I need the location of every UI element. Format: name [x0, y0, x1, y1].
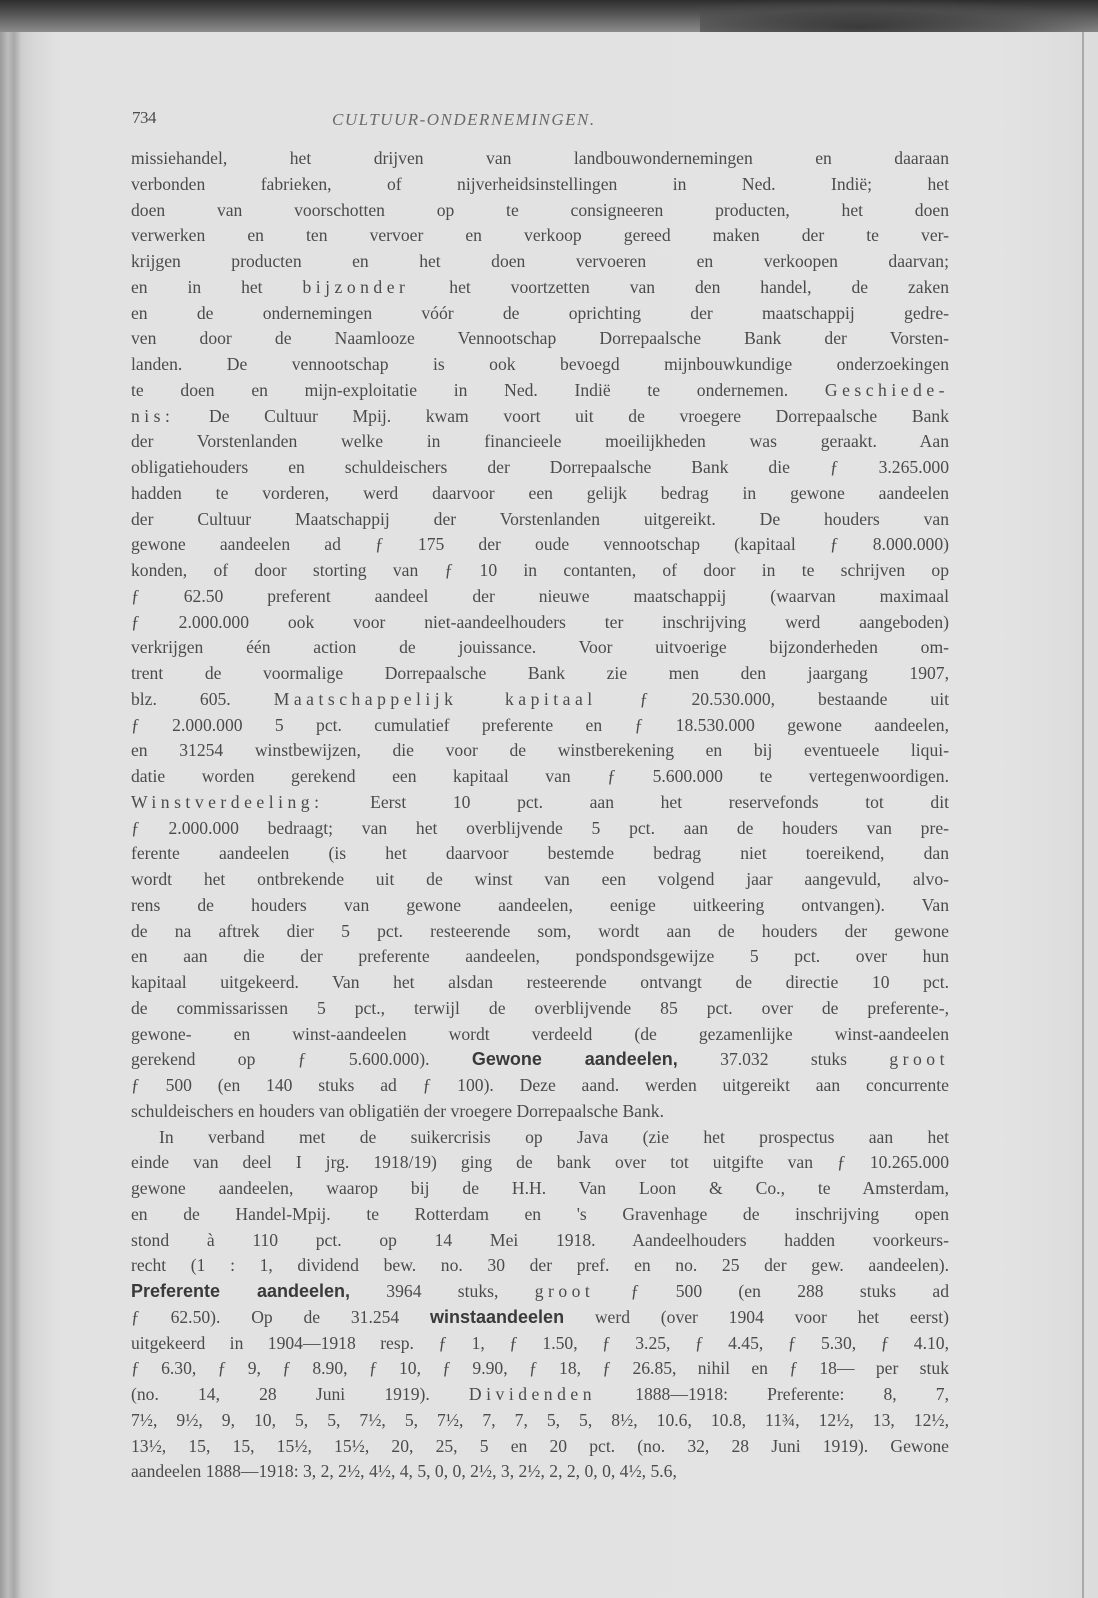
- text-run: ƒ 500 (en 140 stuks ad ƒ 100). Deze aand. werden uitgereikt aan concurrente: [131, 1075, 949, 1095]
- spaced-heading: Dividenden: [468, 1384, 597, 1404]
- text-run: en de Handel-Mpij. te Rotterdam en 's Gravenhage de inschrijving open: [131, 1203, 949, 1224]
- page-header: [132, 108, 962, 132]
- text-run: datie worden gerekend een kapitaal van ƒ 5.600.000 te vertegenwoordigen.: [131, 766, 949, 786]
- text-line: [131, 996, 949, 1022]
- text-line: [131, 1382, 949, 1408]
- text-line: [131, 816, 949, 842]
- text-line: [131, 172, 949, 198]
- text-line: [131, 1099, 949, 1125]
- text-run: der Vorstenlanden welke in financieele moeilijkheden was geraakt. Aan: [131, 431, 949, 452]
- text-run: 13½, 15, 15, 15½, 15½, 20, 25, 5 en 20 pct. (no. 32, 28 Juni 1919). Gewone: [131, 1435, 949, 1456]
- text-line: [131, 404, 949, 430]
- text-line: [131, 764, 949, 790]
- text-run: ƒ 6.30, ƒ 9, ƒ 8.90, ƒ 10, ƒ 9.90, ƒ 18, ƒ 26.85, nihil en ƒ 18— per stuk: [131, 1358, 949, 1379]
- running-title: CULTUUR-ONDERNEMINGEN.: [332, 110, 596, 129]
- text-line: [131, 1047, 949, 1073]
- bold-heading: Gewone aandeelen,: [471, 1049, 678, 1070]
- text-run: uitgekeerd in 1904—1918 resp. ƒ 1, ƒ 1.50, ƒ 3.25, ƒ 4.45, ƒ 5.30, ƒ 4.10,: [131, 1332, 949, 1353]
- text-line: [131, 610, 949, 636]
- text-run: en in het: [131, 276, 303, 297]
- text-line: [131, 146, 949, 172]
- text-line: [131, 1408, 949, 1434]
- text-line: [131, 738, 949, 764]
- spaced-heading: Winstverdeeling:: [131, 791, 324, 812]
- text-run: en aan die der preferente aandeelen, pondspondsgewijze 5 pct. over hun: [131, 946, 949, 967]
- text-run: en 31254 winstbewijzen, die voor de winstberekening en bij eventueele liqui-: [131, 740, 949, 761]
- text-line: [131, 867, 949, 893]
- text-line: [131, 455, 949, 481]
- text-run: ƒ 2.000.000 5 pct. cumulatief preferente en ƒ 18.530.000 gewone aandeelen,: [131, 714, 949, 735]
- text-line: [131, 249, 949, 275]
- spaced-heading: groot: [534, 1281, 595, 1301]
- text-line: [131, 893, 949, 919]
- text-line: [131, 558, 949, 584]
- text-run: aandeelen 1888—1918: 3, 2, 2½, 4½, 4, 5, 0, 0, 2½, 3, 2½, 2, 2, 0, 0, 4½, 5.6,: [131, 1461, 677, 1482]
- text-line: [131, 378, 949, 404]
- text-run: en de ondernemingen vóór de oprichting der maatschappij gedre-: [131, 302, 949, 323]
- text-run: 1888—1918: Preferente: 8, 7,: [596, 1384, 949, 1404]
- text-run: De Cultuur Mpij. kwam voort uit de vroegere Dorrepaalsche Bank: [174, 405, 949, 426]
- text-run: gerekend op ƒ 5.600.000).: [131, 1049, 472, 1070]
- text-run: In verband met de suikercrisis op Java (zie het prospectus aan het: [159, 1126, 949, 1147]
- text-run: het voortzetten van den handel, de zaken: [409, 276, 949, 297]
- text-line: [131, 352, 949, 378]
- text-line: [131, 790, 949, 816]
- text-line: [131, 1073, 949, 1099]
- text-run: Eerst 10 pct. aan het reservefonds tot dit: [323, 791, 949, 812]
- text-run: ƒ 500 (en 288 stuks ad: [594, 1281, 949, 1301]
- text-run: obligatiehouders en schuldeischers der Dorrepaalsche Bank die ƒ 3.265.000: [131, 457, 949, 477]
- text-line: [131, 1228, 949, 1254]
- text-line: [131, 223, 949, 249]
- text-run: recht (1 : 1, dividend bew. no. 30 der pref. en no. 25 der gew. aandeelen).: [131, 1255, 949, 1276]
- text-run: blz. 605.: [131, 688, 274, 709]
- text-line: [131, 661, 949, 687]
- text-run: wordt het ontbrekende uit de winst van een volgend jaar aangevuld, alvo-: [131, 869, 949, 889]
- text-line: [131, 1434, 949, 1460]
- text-line: [131, 1253, 949, 1279]
- text-line: [131, 532, 949, 558]
- text-line: [131, 919, 949, 945]
- text-run: 3964 stuks,: [350, 1281, 535, 1301]
- page-number: 734: [132, 108, 156, 127]
- text-run: missiehandel, het drijven van landbouwondernemingen en daaraan: [131, 148, 949, 168]
- text-run: landen. De vennootschap is ook bevoegd mijnbouwkundige onderzoekingen: [131, 354, 949, 374]
- text-run: verkrijgen één action de jouissance. Voor uitvoerige bijzonderheden om-: [131, 637, 949, 658]
- text-run: stond à 110 pct. op 14 Mei 1918. Aandeelhouders hadden voorkeurs-: [131, 1229, 949, 1250]
- page-right-margin: [1084, 32, 1098, 1598]
- text-line: [131, 1459, 949, 1485]
- text-line: [131, 1022, 949, 1048]
- spaced-heading: bijzonder: [302, 276, 410, 297]
- text-run: gewone aandeelen ad ƒ 175 der oude vennootschap (kapitaal ƒ 8.000.000): [131, 534, 949, 555]
- text-run: hadden te vorderen, werd daarvoor een gelijk bedrag in gewone aandeelen: [131, 482, 949, 503]
- spaced-heading: Geschiede-: [824, 379, 949, 400]
- text-line: [131, 507, 949, 533]
- text-run: ƒ 2.000.000 ook voor niet-aandeelhouders ter inschrijving werd aangeboden): [131, 611, 949, 632]
- text-line: [131, 970, 949, 996]
- text-run: doen van voorschotten op te consigneeren producten, het doen: [131, 199, 949, 220]
- scan-top-shadow: [700, 0, 1098, 34]
- text-run: konden, of door storting van ƒ 10 in contanten, of door in te schrijven op: [131, 560, 949, 580]
- text-line: [131, 1305, 949, 1331]
- text-run: ven door de Naamlooze Vennootschap Dorrepaalsche Bank der Vorsten-: [131, 328, 949, 349]
- text-run: rens de houders van gewone aandeelen, eenige uitkeering ontvangen). Van: [131, 894, 949, 915]
- text-run: der Cultuur Maatschappij der Vorstenlanden uitgereikt. De houders van: [131, 508, 949, 529]
- text-run: de commissarissen 5 pct., terwijl de overblijvende 85 pct. over de preferente-,: [131, 997, 949, 1018]
- text-run: 7½, 9½, 9, 10, 5, 5, 7½, 5, 7½, 7, 7, 5, 5, 8½, 10.6, 10.8, 11¾, 12½, 13, 12½,: [131, 1409, 949, 1430]
- text-run: te doen en mijn-exploitatie in Ned. Indië te ondernemen.: [131, 379, 825, 400]
- text-line: [131, 944, 949, 970]
- text-line: [131, 1356, 949, 1382]
- text-line: [131, 841, 949, 867]
- text-run: verbonden fabrieken, of nijverheidsinstellingen in Ned. Indië; het: [131, 173, 949, 194]
- spaced-heading: nis:: [131, 405, 175, 426]
- text-line: [131, 481, 949, 507]
- text-run: de na aftrek dier 5 pct. resteerende som, wordt aan de houders der gewone: [131, 920, 949, 941]
- text-line: [131, 584, 949, 610]
- text-run: gewone aandeelen, waarop bij de H.H. Van Loon & Co., te Amsterdam,: [131, 1178, 949, 1198]
- text-line: [131, 429, 949, 455]
- spaced-heading: Maatschappelijk kapitaal: [273, 688, 597, 709]
- text-run: gewone- en winst-aandeelen wordt verdeeld (de gezamenlijke winst-aandeelen: [131, 1023, 949, 1044]
- text-run: ƒ 2.000.000 bedraagt; van het overblijvende 5 pct. aan de houders van pre-: [131, 817, 949, 838]
- text-line: [131, 1125, 949, 1151]
- body-text: [131, 146, 949, 1485]
- text-run: (no. 14, 28 Juni 1919).: [131, 1384, 469, 1404]
- text-line: [131, 1331, 949, 1357]
- text-line: [131, 198, 949, 224]
- text-line: [131, 1176, 949, 1202]
- text-run: ƒ 62.50 preferent aandeel der nieuwe maatschappij (waarvan maximaal: [131, 585, 949, 606]
- text-run: verwerken en ten vervoer en verkoop gereed maken der te ver-: [131, 225, 949, 246]
- text-run: ferente aandeelen (is het daarvoor bestemde bedrag niet toereikend, dan: [131, 843, 949, 864]
- text-run: kapitaal uitgekeerd. Van het alsdan resteerende ontvangt de directie 10 pct.: [131, 972, 949, 992]
- bold-heading: winstaandeelen: [430, 1306, 565, 1327]
- spaced-heading: groot: [889, 1049, 949, 1070]
- text-run: 37.032 stuks: [677, 1049, 890, 1070]
- text-run: schuldeischers en houders van obligatiën der vroegere Dorrepaalsche Bank.: [131, 1100, 664, 1121]
- text-line: [131, 635, 949, 661]
- text-line: [131, 326, 949, 352]
- text-line: [131, 687, 949, 713]
- text-run: werd (over 1904 voor het eerst): [564, 1306, 950, 1327]
- text-line: [131, 1150, 949, 1176]
- text-run: einde van deel I jrg. 1918/19) ging de bank over tot uitgifte van ƒ 10.265.000: [131, 1152, 949, 1173]
- text-line: [131, 713, 949, 739]
- text-run: ƒ 20.530.000, bestaande uit: [596, 688, 949, 709]
- bold-heading: Preferente aandeelen,: [131, 1281, 350, 1301]
- text-line: [131, 1202, 949, 1228]
- text-line: [131, 301, 949, 327]
- text-line: [131, 275, 949, 301]
- text-run: ƒ 62.50). Op de 31.254: [131, 1306, 431, 1327]
- text-run: krijgen producten en het doen vervoeren en verkoopen daarvan;: [131, 251, 949, 271]
- text-line: [131, 1279, 949, 1305]
- text-run: trent de voormalige Dorrepaalsche Bank zie men den jaargang 1907,: [131, 663, 949, 683]
